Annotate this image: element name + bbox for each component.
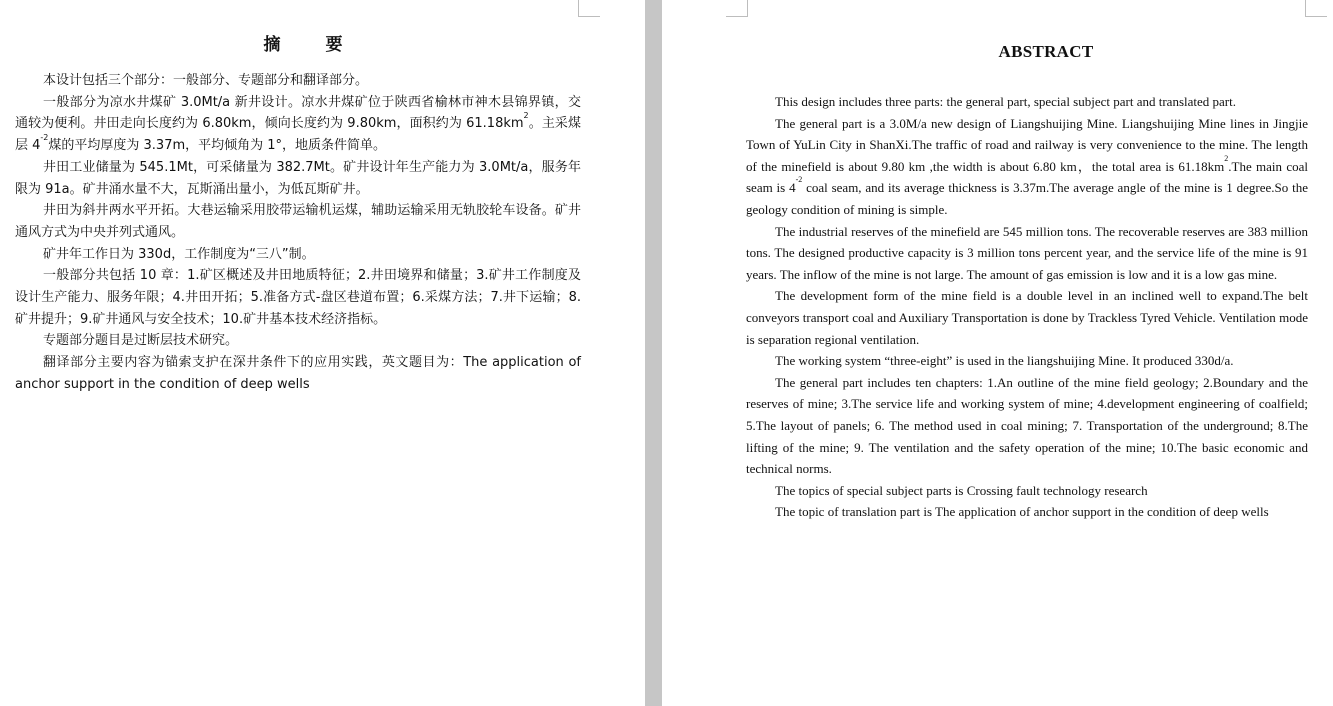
en-paragraph-6: The general part includes ten chapters: 1.An outline of the mine field geology; 2.Boundary and the reserves of mine; 3.The service life and working system of mine; 4.development engineering of coalfield; 5.The layout of panels; 6. The method used in coal mining; 7. Transportation of the underground; 8.The lifting of the mine; 9. The ventilation and the safety operation of the mine; 10.The basic economic and technical norms.: [746, 374, 1308, 477]
en-paragraph-8: The topic of translation part is The application of anchor support in the condition of deep wells: [775, 504, 1269, 520]
chinese-abstract-body: [15, 70, 581, 396]
en-paragraph-7: The topics of special subject parts is Crossing fault technology research: [775, 482, 1148, 498]
en-paragraph-5: The working system “three-eight” is used in the liangshuijing Mine. It produced 330d/a.: [775, 353, 1234, 369]
cn-paragraph-4: 井田为斜井两水平开拓。大巷运输采用胶带运输机运煤，辅助运输采用无轨胶轮车设备。矿井通风方式为中央并列式通风。: [15, 203, 581, 240]
left-page: [0, 0, 645, 706]
en-paragraph-2: [746, 113, 1308, 221]
superscript: 2: [1224, 153, 1229, 163]
en-text: coal seam, and its average thickness is 3.37m.The average angle of the mine is 1 degree.So the geology condition of mining is simple.: [746, 180, 1308, 217]
cn-paragraph-2: [15, 92, 581, 157]
en-paragraph-4: The development form of the mine field is a double level in an inclined well to expand.The belt conveyors transport coal and Auxiliary Transportation is done by Trackless Tyred Vehicle. Ventilation mode is separation regional ventilation.: [746, 288, 1308, 347]
cn-text: 主采煤层 4: [15, 116, 581, 154]
page-corner-mark: [726, 0, 748, 17]
cn-text: 。: [528, 116, 542, 132]
chinese-abstract-title: 摘 要: [263, 35, 357, 55]
cn-paragraph-8: 翻译部分主要内容为锚索支护在深井条件下的应用实践，英文题目为：The application of anchor support in the condition of deep wells: [15, 355, 581, 392]
cn-paragraph-3: 井田工业储量为 545.1Mt，可采储量为 382.7Mt。矿井设计年生产能力为 3.0Mt/a，服务年限为 91a。矿井涌水量不大，瓦斯涌出量小，为低瓦斯矿井。: [15, 159, 581, 197]
en-paragraph-1: This design includes three parts: the general part, special subject part and translated part.: [775, 94, 1236, 109]
cn-paragraph-7: 专题部分题目是过断层技术研究。: [43, 333, 239, 349]
en-paragraph-3: The industrial reserves of the minefield are 545 million tons. The recoverable reserves are 383 million tons. The designed productive capacity is 3 million tons percent year, and the service life of the mine is 91 years. The inflow of the mine is not large. The amount of gas emission is low and it is a low gas mine.: [746, 223, 1308, 282]
cn-paragraph-1: 本设计包括三个部分：一般部分、专题部分和翻译部分。: [43, 73, 369, 88]
right-page: [662, 0, 1333, 706]
page-corner-mark: [1305, 0, 1327, 17]
cn-text: 一般部分为凉水井煤矿 3.0Mt/a 新井设计。凉水井煤矿位于陕西省榆林市神木县锦界镇，交通较为便利。井田走向长度约为 6.80km，倾向长度约为 9.80km，面积约为 61.18km: [15, 94, 581, 132]
en-text: The general part is a 3.0M/a new design of Liangshuijing Mine. Liangshuijing Mine lines in Jingjie Town of YuLin City in ShanXi.The traffic of road and railway is very convenience to the mine. The length of the minefield is about 9.80 km ,the width is about 6.80 km，the total area is 61.18km: [746, 115, 1308, 174]
superscript: -2: [795, 175, 803, 185]
cn-text: 煤的平均厚度为 3.37m，平均倾角为 1°，地质条件简单。: [48, 138, 387, 154]
en-text: .The main coal seam is 4: [746, 158, 1309, 196]
superscript: -2: [40, 133, 49, 143]
page-corner-mark: [578, 0, 600, 17]
cn-paragraph-6: 一般部分共包括 10 章：1.矿区概述及井田地质特征；2.井田境界和储量；3.矿井工作制度及设计生产能力、服务年限；4.井田开拓；5.准备方式-盘区巷道布置；6.采煤方法；7.井下运输；8.矿井提升；9.矿井通风与安全技术；10.矿井基本技术经济指标。: [15, 268, 581, 327]
page-gutter: [645, 0, 662, 706]
english-abstract-title: ABSTRACT: [998, 42, 1094, 61]
superscript: 2: [523, 111, 529, 121]
english-abstract-body: [746, 91, 1308, 523]
cn-paragraph-5: 矿井年工作日为 330d，工作制度为“三八”制。: [43, 246, 315, 262]
